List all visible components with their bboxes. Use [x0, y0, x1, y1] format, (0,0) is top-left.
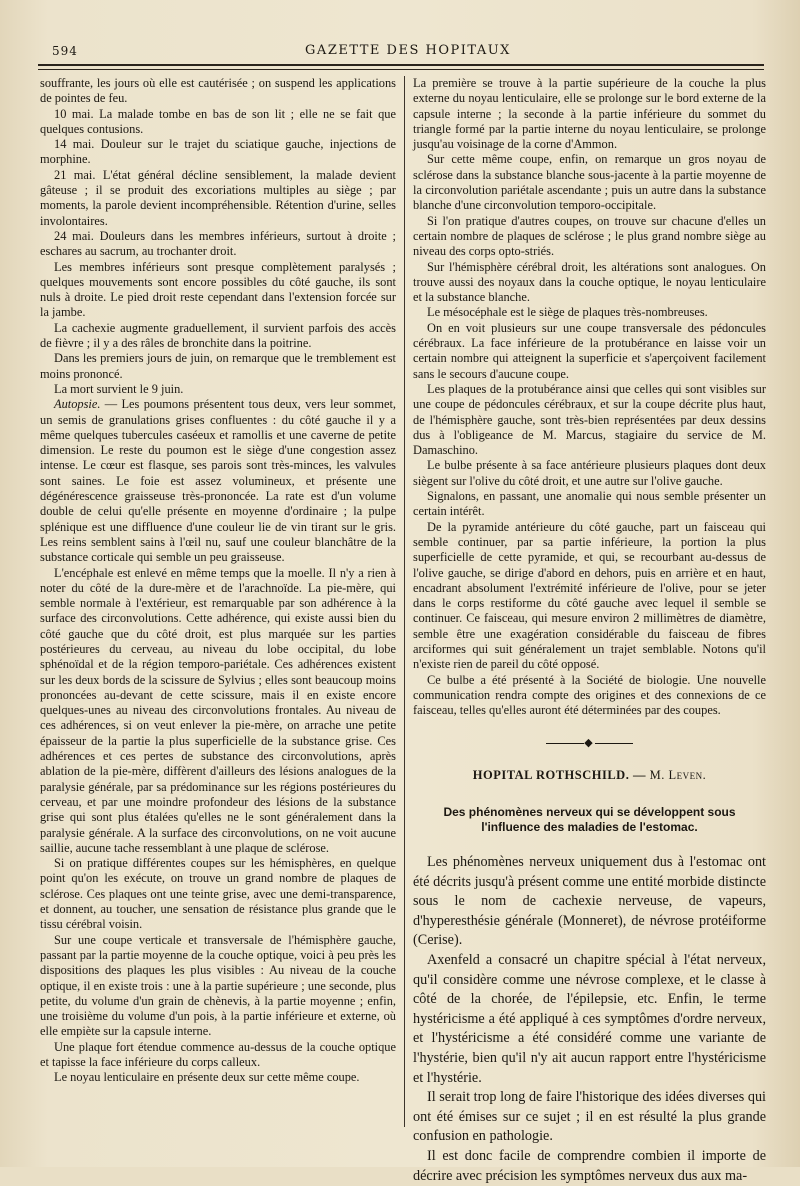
left-paragraph — [40, 566, 396, 857]
paragraph-text: 21 mai. L'état général décline sensiblement, la malade devient gâteuse ; il se produit des excoriations multiples au siège ; par moments, la parole devient incompréhensible. Rétention d'urine, selles involontaires. — [40, 167, 396, 228]
paragraph-text: Sur cette même coupe, enfin, on remarque un gros noyau de sclérose dans la substance blanche sous-jacente à la partie moyenne de la circonvolution pariétale ascendante ; puis un autre dans la substance blanche d'une circonvolution temporo-occipitale. — [413, 152, 766, 213]
page-header — [52, 38, 764, 62]
left-paragraph — [40, 397, 396, 565]
section-heading — [413, 768, 766, 783]
article-paragraph — [413, 1147, 766, 1186]
right-column — [413, 76, 766, 1184]
left-paragraph — [40, 351, 396, 382]
author-name: M. Leven. — [649, 767, 707, 782]
left-column — [40, 76, 396, 1133]
paragraph-text: Dans les premiers jours de juin, on remarque que le tremblement est moins prononcé. — [40, 351, 396, 381]
left-paragraph — [40, 1070, 396, 1085]
paragraph-text: Les phénomènes nerveux uniquement dus à l'estomac ont été décrits jusqu'à présent comme une entité morbide distincte sous le nom de cachexie nerveuse, de vapeurs, d'hyperesthésie générale (Monneret), de névrose protéiforme (Cerise). — [413, 854, 766, 949]
left-paragraph — [40, 168, 396, 229]
paragraph-text: La mort survient le 9 juin. — [54, 381, 184, 396]
paragraph-text: On en voit plusieurs sur une coupe transversale des pédoncules cérébraux. La face inférieure de la protubérance en laisse voir un certain nombre qui atteignent la superficie et s'aperçoivent facilement sans le secours d'aucune coupe. — [413, 320, 766, 381]
paragraph-text: Si on pratique différentes coupes sur les hémisphères, en quelque point qu'on les exécute, on trouve un grand nombre de plaques de sclérose. Ces plaques ont une teinte grise, avec une demi-transparence, et donnent, au toucher, une sensation de résistance plus grande que le tissu cérébral voisin. — [40, 856, 396, 932]
paragraph-text: Ce bulbe a été présenté à la Société de biologie. Une nouvelle communication rendra compte des origines et des connexions de ce faisceau, telles qu'elles auront été déterminées par des coupes. — [413, 672, 766, 718]
right-paragraph — [413, 305, 766, 320]
column-divider — [404, 76, 405, 1127]
left-paragraph — [40, 856, 396, 932]
paragraph-text: Une plaque fort étendue commence au-dessus de la couche optique et tapisse la face inférieure du corps calleux. — [40, 1039, 396, 1069]
paragraph-text: Le noyau lenticulaire en présente deux sur cette même coupe. — [54, 1070, 360, 1085]
paragraph-text: Signalons, en passant, une anomalie qui nous semble présenter un certain intérêt. — [413, 489, 766, 519]
left-paragraph — [40, 382, 396, 397]
right-paragraph — [413, 214, 766, 260]
paragraph-text: Les membres inférieurs sont presque complètement paralysés ; quelques mouvements sont encore possibles du côté gauche, ils sont nuls à droite. Le pied droit reste cependant dans l'extension forcée sur la jambe. — [40, 259, 396, 320]
paragraph-text: Le bulbe présente à sa face antérieure plusieurs plaques dont deux siègent sur l'olive du côté droit, et une autre sur l'olive gauche. — [413, 458, 766, 488]
paragraph-text: Sur une coupe verticale et transversale de l'hémisphère gauche, passant par la partie moyenne de la couche optique, voici à peu près les dispositions des plaques les plus visibles : Au niveau de la couche optique, il en existe trois : une à la partie supérieure ; une seconde, plus petite, du volume d'un grain de chènevis, à la partie moyenne ; enfin, une troisième du volume d'un pois, à la partie inférieure et externe, où elle empiète sur la capsule interne. — [40, 932, 396, 1039]
paragraph-text: Les plaques de la protubérance ainsi que celles qui sont visibles sur une coupe de pédoncules cérébraux, et sur la coupe décrite plus haut, de l'hémisphère gauche, sont très-bien représentées par deux dessins dus à l'obligeance de M. Marcus, stagiaire du service de M. Damaschino. — [413, 381, 766, 458]
right-paragraph — [413, 382, 766, 458]
left-paragraph — [40, 107, 396, 138]
paragraph-text: Sur l'hémisphère cérébral droit, les altérations sont analogues. On trouve aussi des noyaux dans la couche optique, le noyau lenticulaire et la substance blanche. — [413, 259, 766, 305]
left-paragraph — [40, 260, 396, 321]
right-paragraph — [413, 76, 766, 152]
page-number: 594 — [52, 44, 78, 58]
paragraph-text: Le mésocéphale est le siège de plaques très-nombreuses. — [427, 305, 708, 320]
paragraph-text: Axenfeld a consacré un chapitre spécial à l'état nerveux, qu'il considère comme une névrose complexe, et le classe à côté de la chorée, de l'épilepsie, etc. Enfin, le terme hystéricisme a été appliqué à ces symptômes d'ordre nerveux, et l'hystéricisme a été considéré comme une variante de l'hystérie, bien qu'il n'y ait aucun rapport entre l'hystéricisme et l'hystérie. — [413, 952, 766, 1086]
left-paragraph — [40, 229, 396, 260]
paragraph-text: La première se trouve à la partie supérieure de la couche la plus externe du noyau lenticulaire, elle se prolonge sur le bord externe de la capsule interne ; la seconde à la partie inférieure du sommet du triangle formé par la partie interne du noyau lenticulaire, se prolonge jusqu'au voisinage de la corne d'Ammon. — [413, 76, 766, 152]
paragraph-text: souffrante, les jours où elle est cautérisée ; on suspend les applications de pointes de feu. — [40, 76, 396, 106]
left-paragraph — [40, 1040, 396, 1071]
paragraph-text: De la pyramide antérieure du côté gauche, part un faisceau qui semble continuer, par sa partie inférieure, la portion la plus superficielle de cette pyramide, et qui, se recourbant au-dessus de l'olive gauche, se dirige d'abord en dehors, puis en arrière et en haut, encadrant absolument l'extrémité inférieure de l'olive, pour se jeter dans le corps restiforme du côté gauche avec lequel il semble se continuer. Ce faisceau, qui mesure environ 2 millimètres de diamètre, semble être une exagération considérable du faisceau de fibres arciformes qui suit généralement un trajet semblable. Notons qu'il n'existe rien de pareil du côté opposé. — [413, 519, 766, 672]
left-paragraph — [40, 137, 396, 168]
right-paragraph — [413, 260, 766, 306]
left-paragraph — [40, 933, 396, 1040]
paragraph-text: 14 mai. Douleur sur le trajet du sciatique gauche, injections de morphine. — [40, 137, 396, 167]
right-paragraph — [413, 152, 766, 213]
right-paragraph — [413, 489, 766, 520]
paragraph-text: La cachexie augmente graduellement, il survient parfois des accès de fièvre ; il y a des râles de bronchite dans la poitrine. — [40, 320, 396, 351]
paragraph-text: 10 mai. La malade tombe en bas de son lit ; elle ne se fait que quelques contusions. — [40, 106, 396, 136]
header-rule-thin — [38, 69, 764, 70]
right-paragraph — [413, 458, 766, 489]
paragraph-text: — Les poumons présentent tous deux, vers leur sommet, un semis de granulations grises confluentes : du côté gauche il y a même quelques tubercules caséeux et ramollis et une caverne de petite dimension. Le reste du poumon est le siège d'une congestion assez intense. Le cœur est flasque, ses parois sont très-minces, les valvules sont saines. Le foie est assez volumineux, et présente une dégénérescence graisseuse très-prononcée. La rate est d'un volume double de celui qu'elle présente en moyenne d'ordinaire ; la pulpe splénique est une diffluence d'une couleur lie de vin tirant sur le gris. Les reins semblent sains à l'œil nu, sauf une couleur blanchâtre de la substance corticale qui semble un peu graisseuse. — [40, 397, 396, 565]
article-paragraph — [413, 853, 766, 951]
right-paragraph — [413, 321, 766, 382]
article-body — [413, 853, 766, 1186]
section-ornament: ◆ — [413, 736, 766, 751]
article-paragraph — [413, 951, 766, 1088]
paragraph-lead: Autopsie. — [54, 397, 101, 412]
running-title: GAZETTE DES HOPITAUX — [305, 43, 511, 58]
paragraph-text: Il est donc facile de comprendre combien il importe de décrire avec précision les symptômes nerveux dus aux ma- — [413, 1147, 766, 1184]
article-title: Des phénomènes nerveux qui se développent sous l'influence des maladies de l'estomac. — [443, 805, 736, 835]
hospital-name: HOPITAL ROTHSCHILD. — [472, 767, 630, 782]
header-rule — [38, 64, 764, 66]
right-column-text — [413, 76, 766, 718]
heading-dash: — — [629, 767, 650, 782]
article-paragraph — [413, 1088, 766, 1147]
left-paragraph — [40, 321, 396, 352]
paragraph-text: L'encéphale est enlevé en même temps que la moelle. Il n'y a rien à noter du côté de la dure-mère et de l'arachnoïde. La pie-mère, qui semble normale à l'extérieur, est remarquable par son adhérence à la surface des circonvolutions. Cette adhérence, qui existe aussi bien du côté gauche que du côté droit, est plus marquée sur les parties postérieures du cerveau, au niveau du lobe occipital, du lobe sphénoïdal et de la région temporo-pariétale. Ces adhérences existent sur les deux bords de la scissure de Sylvius ; elles sont beaucoup moins prononcées au-devant de cette scissure, mais il en existe encore quelques-unes au niveau des circonvolutions frontales. Au niveau de ces adhérences, si on veut enlever la pie-mère, on arrache une petite épaisseur de la partie la plus superficielle de la substance grise. Ces adhérences et ces pertes de substance des circonvolutions, après ablation de la pie-mère, diffèrent d'ailleurs des lésions analogues de la paralysie générale, par sa prédominance sur les régions postérieures du cerveau, et par une moindre profondeur des lésions de la substance grise qui sont plus étalées qu'elles ne le sont généralement dans la paralysie générale. A la surface des circonvolutions, on ne voit aucune saillie, aucune tache ressemblant à une plaque de sclérose. — [40, 565, 396, 855]
paragraph-text: Si l'on pratique d'autres coupes, on trouve sur chacune d'elles un certain nombre de plaques de sclérose ; le plus grand nombre siège au niveau des corps opto-striés. — [413, 213, 766, 259]
right-paragraph — [413, 673, 766, 719]
right-paragraph — [413, 520, 766, 673]
paragraph-text: Il serait trop long de faire l'historique des idées diverses qui ont été émises sur ce sujet ; il en est résulté la plus grande confusion en pathologie. — [413, 1089, 766, 1145]
left-paragraph — [40, 76, 396, 107]
paragraph-text: 24 mai. Douleurs dans les membres inférieurs, surtout à droite ; eschares au sacrum, au trochanter droit. — [40, 228, 396, 259]
